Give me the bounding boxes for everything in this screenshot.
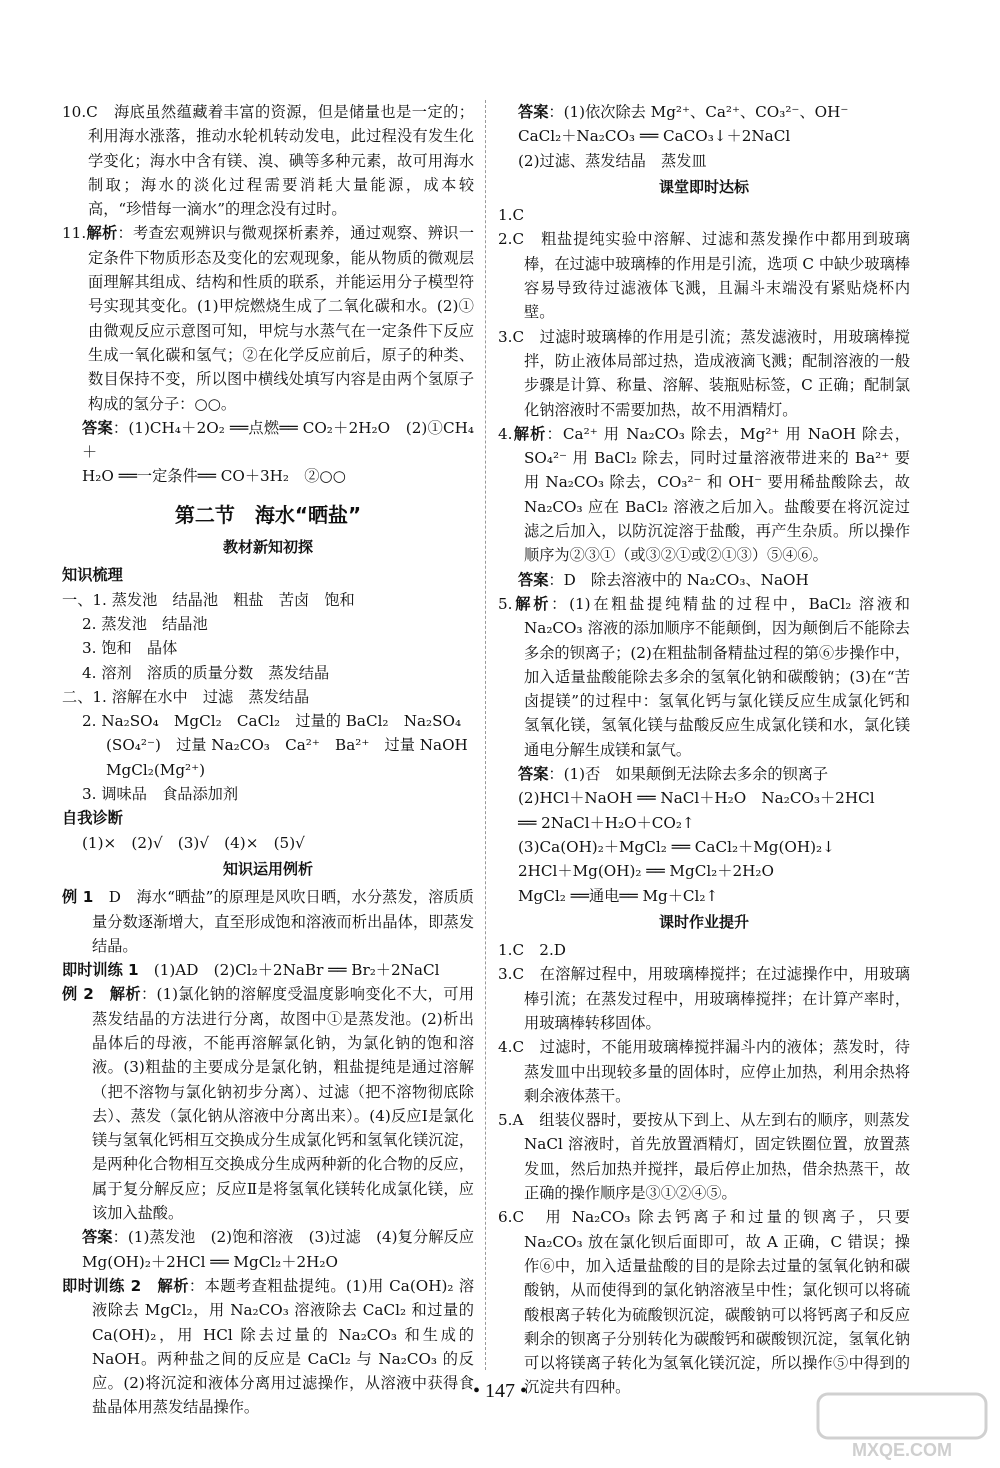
equation-line: MgCl₂ ══通电══ Mg＋Cl₂↑ [518, 886, 719, 905]
homework-item: 3.C 在溶解过程中，用玻璃棒搅拌；在过滤操作中，用玻璃棒引流；在蒸发过程中，用玻璃棒搅拌；在计算产率时，用玻璃棒转移固体。 [498, 965, 910, 1032]
right-column [498, 100, 910, 1400]
knowledge-item: 一、1. 蒸发池 结晶池 粗盐 苦卤 饱和 [62, 590, 355, 609]
equation-line: (2)HCl＋NaOH ══ NaCl＋H₂O Na₂CO₃＋2HCl [518, 789, 875, 808]
homework-item: 4.C 过滤时，不能用玻璃棒搅拌漏斗内的液体；蒸发时，待蒸发皿中出现较多量的固体时，应停止加热，利用余热将剩余液体蒸干。 [498, 1038, 910, 1105]
column-divider [485, 100, 486, 1370]
q11-answer-line2: H₂O ══一定条件══ CO＋3H₂ ②○○ [82, 467, 346, 486]
knowledge-item: 4. 溶剂 溶质的质量分数 蒸发结晶 [82, 663, 330, 682]
self-check-heading: 自我诊断 [62, 809, 123, 828]
example-2: 例 2 解析：(1)氯化钠的溶解度受温度影响变化不大，可用蒸发结晶的方法进行分离，故图中①是蒸发池。(2)析出晶体后的母液，不能再溶解氯化钠，为氯化钠的饱和溶液。(3)粗盐的主要成分是氯化钠，粗盐提纯是通过溶解（把不溶物与氯化钠初步分离）、过滤（把不溶物彻底除去）、蒸发（氯化钠从溶液中分离出来）。(4)反应Ⅰ是氯化镁与氢氧化钙相互交换成分生成氯化钙和氢氧化镁沉淀，是两种化合物相互交换成分生成两种新的化合物的反应，属于复分解反应；反应Ⅱ是将氢氧化镁转化成氯化镁，应该加入盐酸。 [62, 985, 475, 1223]
subsection-homework: 课时作业提升 [658, 912, 749, 931]
equation-line: 2HCl＋Mg(OH)₂ ══ MgCl₂＋2H₂O [518, 862, 774, 881]
knowledge-item: 3. 饱和 晶体 [82, 639, 178, 658]
q10-answer: 10.C 海底虽然蕴藏着丰富的资源，但是储量也是一定的；利用海水涨落，推动水轮机转动发电，此过程没有发生化学变化；海水中含有镁、溴、碘等多种元素，故可用海水制取；海水的淡化过程需要消耗大量能源，成本较高，“珍惜每一滴水”的理念没有过时。 [62, 103, 474, 219]
top-answer-line2: CaCl₂＋Na₂CO₃ ══ CaCO₃↓＋2NaCl [518, 127, 791, 146]
example-2-answer: 答案：(1)蒸发池 (2)饱和溶液 (3)过滤 (4)复分解反应 Mg(OH)₂＋2HCl ══ MgCl₂＋2H₂O [82, 1228, 490, 1271]
knowledge-item: MgCl₂(Mg²⁺) [106, 760, 206, 779]
knowledge-heading: 知识梳理 [62, 566, 123, 585]
left-column [62, 100, 490, 1420]
q11-answer: 答案：(1)CH₄＋2O₂ ══点燃══ CO₂＋2H₂O (2)①CH₄＋ [82, 418, 474, 462]
watermark-logo [812, 1390, 992, 1462]
section-title: 第二节 海水“晒盐” [174, 502, 362, 527]
class-item: 1.C [498, 206, 525, 225]
homework-item: 1.C 2.D [498, 941, 566, 960]
svg-text:MXQE.COM: MXQE.COM [851, 1440, 953, 1460]
top-answer: 答案：(1)依次除去 Mg²⁺、Ca²⁺、CO₃²⁻、OH⁻ [518, 103, 849, 121]
subsection-class-check: 课堂即时达标 [658, 177, 749, 196]
page-number: • 147 • [472, 1380, 527, 1402]
example-1: 例 1 D 海水“晒盐”的原理是风吹日晒，水分蒸发，溶质质量分数逐渐增大，直至形成饱和溶液而析出晶体，即蒸发结晶。 [62, 888, 474, 955]
homework-item: 6.C 用 Na₂CO₃ 除去钙离子和过量的钡离子，只要 Na₂CO₃ 放在氯化钡后面即可，故 A 正确，C 错误；操作⑥中，加入适量盐酸的目的是除去过量的氢氧化钠和碳酸钠，从而使得到的氯化钠溶液呈中性；氯化钡可以将硫酸根离子转化为硫酸钡沉淀，碳酸钠可以将钙离子和反应剩余的钡离子分别转化为碳酸钙和碳酸钡沉淀，氢氧化钠可以将镁离子转化为氢氧化镁沉淀，所以操作⑤中得到的沉淀共有四种。 [498, 1208, 910, 1397]
q11-analysis: 11.解析：考查宏观辨识与微观探析素养，通过观察、辨识一定条件下物质形态及变化的宏观现象，能从物质的微观层面理解其组成、结构和性质的联系，并能运用分子模型符号实现其变化。(1)甲烷燃烧生成了二氧化碳和水。(2)①由微观反应示意图可知，甲烷与水蒸气在一定条件下反应生成一氧化碳和氢气；②在化学反应前后，原子的种类、数目保持不变，所以图中横线处填写内容是由两个氢原子构成的氢分子：○○。 [62, 224, 475, 413]
class-item-4: 4.解析：Ca²⁺ 用 Na₂CO₃ 除去，Mg²⁺ 用 NaOH 除去，SO₄²⁻ 用 BaCl₂ 除去，同时过量溶液带进来的 Ba²⁺ 要用 Na₂CO₃ 除去，CO₃²⁻ 和 OH⁻ 要用稀盐酸除去，故 Na₂CO₃ 应在 BaCl₂ 溶液之后加入。盐酸要在将沉淀过滤之后加入，以防沉淀溶于盐酸，再产生杂质。所以操作顺序为②③①（或③②①或②①③）⑤④⑥。 [498, 424, 910, 565]
top-answer-line3: (2)过滤、蒸发结晶 蒸发皿 [518, 151, 707, 170]
training-2: 即时训练 2 解析：本题考查粗盐提纯。(1)用 Ca(OH)₂ 溶液除去 MgCl₂，用 Na₂CO₃ 溶液除去 CaCl₂ 和过量的 Ca(OH)₂，用 HCl 除去过量的 Na₂CO₃ 和生成的 NaOH。两种盐之间的反应是 CaCl₂ 与 Na₂CO₃ 的反应。(2)将沉淀和液体分离用过滤操作，从溶液中获得食盐晶体用蒸发结晶操作。 [62, 1276, 475, 1417]
class-item: 2.C 粗盐提纯实验中溶解、过滤和蒸发操作中都用到玻璃棒，在过滤中玻璃棒的作用是引流，选项 C 中缺少玻璃棒容易导致待过滤液体飞溅，且漏斗末端没有紧贴烧杯内壁。 [498, 230, 910, 322]
subsection-examples: 知识运用例析 [222, 859, 313, 878]
knowledge-item: 2. 蒸发池 结晶池 [82, 614, 208, 633]
knowledge-item: 3. 调味品 食品添加剂 [82, 785, 239, 804]
equation-line: ══ 2NaCl＋H₂O＋CO₂↑ [518, 813, 695, 832]
knowledge-item: (SO₄²⁻) 过量 Na₂CO₃ Ca²⁺ Ba²⁺ 过量 NaOH [106, 736, 468, 755]
equation-line: (3)Ca(OH)₂＋MgCl₂ ══ CaCl₂＋Mg(OH)₂↓ [518, 837, 835, 856]
class-item-5: 5.解析：(1)在粗盐提纯精盐的过程中，BaCl₂ 溶液和 Na₂CO₃ 溶液的添加顺序不能颠倒，因为颠倒后不能除去多余的钡离子；(2)在粗盐制备精盐过程的第⑥步操作中，加入适量盐酸能除去多余的氢氧化钠和碳酸钠；(3)在“苦卤提镁”的过程中：氢氧化钙与氯化镁反应生成氯化钙和氢氧化镁，氢氧化镁与盐酸反应生成氯化镁和水，氯化镁通电分解生成镁和氯气。 [498, 594, 911, 759]
class-item-4-answer: 答案：D 除去溶液中的 Na₂CO₃、NaOH [518, 570, 809, 589]
knowledge-item: 二、1. 溶解在水中 过滤 蒸发结晶 [62, 687, 310, 706]
homework-item: 5.A 组装仪器时，要按从下到上、从左到右的顺序，则蒸发 NaCl 溶液时，首先放置酒精灯，固定铁圈位置，放置蒸发皿，然后加热并搅拌，最后停止加热，借余热蒸干，故正确的操作顺序是③①②④⑤。 [498, 1111, 910, 1203]
training-1: 即时训练 1 (1)AD (2)Cl₂＋2NaBr ══ Br₂＋2NaCl [62, 961, 440, 980]
knowledge-item: 2. Na₂SO₄ MgCl₂ CaCl₂ 过量的 BaCl₂ Na₂SO₄ [82, 712, 462, 731]
subsection-new-knowledge: 教材新知初探 [222, 538, 313, 557]
class-item-5-answer: 答案：(1)否 如果颠倒无法除去多余的钡离子 [518, 765, 829, 784]
class-item: 3.C 过滤时玻璃棒的作用是引流；蒸发滤液时，用玻璃棒搅拌，防止液体局部过热，造成液滴飞溅；配制溶液的一般步骤是计算、称量、溶解、装瓶贴标签，C 正确；配制氯化钠溶液时不需要加热，故不用酒精灯。 [498, 327, 910, 419]
self-check-answers: (1)× (2)√ (3)√ (4)× (5)√ [82, 833, 305, 852]
